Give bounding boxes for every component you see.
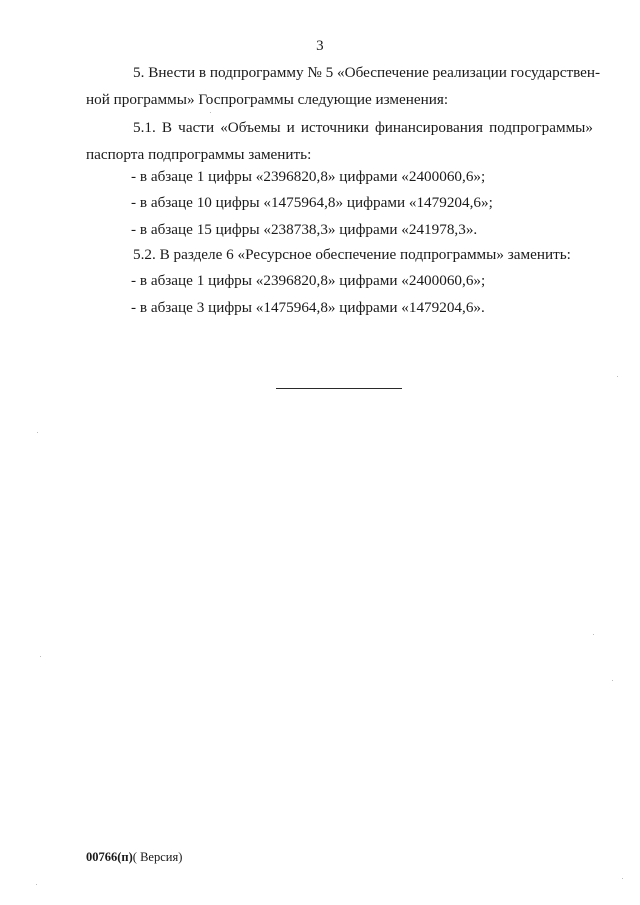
paragraph-5-2: 5.2. В разделе 6 «Ресурсное обеспечение подпрограммы» заменить:	[133, 246, 571, 263]
footer-version: ( Версия)	[132, 850, 183, 864]
scan-speck	[40, 656, 41, 657]
paragraph-5-1-line-2: паспорта подпрограммы заменить:	[86, 146, 312, 163]
scan-speck	[612, 680, 613, 681]
page-number: 3	[316, 38, 324, 54]
paragraph-5-1-line-1: 5.1. В части «Объемы и источники финансирования подпрограммы»	[133, 119, 593, 136]
scan-speck	[37, 432, 38, 433]
list-item-abzac-10: - в абзаце 10 цифры «1475964,8» цифрами «1479204,6»;	[131, 194, 493, 211]
footer-document-code	[86, 850, 182, 865]
scan-speck	[622, 878, 623, 879]
scan-speck	[593, 634, 594, 635]
list-item-abzac-1: - в абзаце 1 цифры «2396820,8» цифрами «2400060,6»;	[131, 168, 486, 185]
scan-speck	[36, 884, 37, 885]
footer-code: 00766(п)	[86, 850, 133, 864]
list-item-abzac-15: - в абзаце 15 цифры «238738,3» цифрами «241978,3».	[131, 221, 478, 238]
scan-speck	[617, 376, 618, 377]
scan-speck	[210, 112, 211, 113]
list-item-razdel-abzac-1: - в абзаце 1 цифры «2396820,8» цифрами «2400060,6»;	[131, 272, 486, 289]
separator-line	[276, 388, 402, 389]
list-item-razdel-abzac-3: - в абзаце 3 цифры «1475964,8» цифрами «1479204,6».	[131, 299, 485, 316]
paragraph-5-line-1: 5. Внести в подпрограмму № 5 «Обеспечение реализации государствен-	[133, 64, 601, 81]
paragraph-5-line-2: ной программы» Госпрограммы следующие изменения:	[86, 91, 449, 108]
